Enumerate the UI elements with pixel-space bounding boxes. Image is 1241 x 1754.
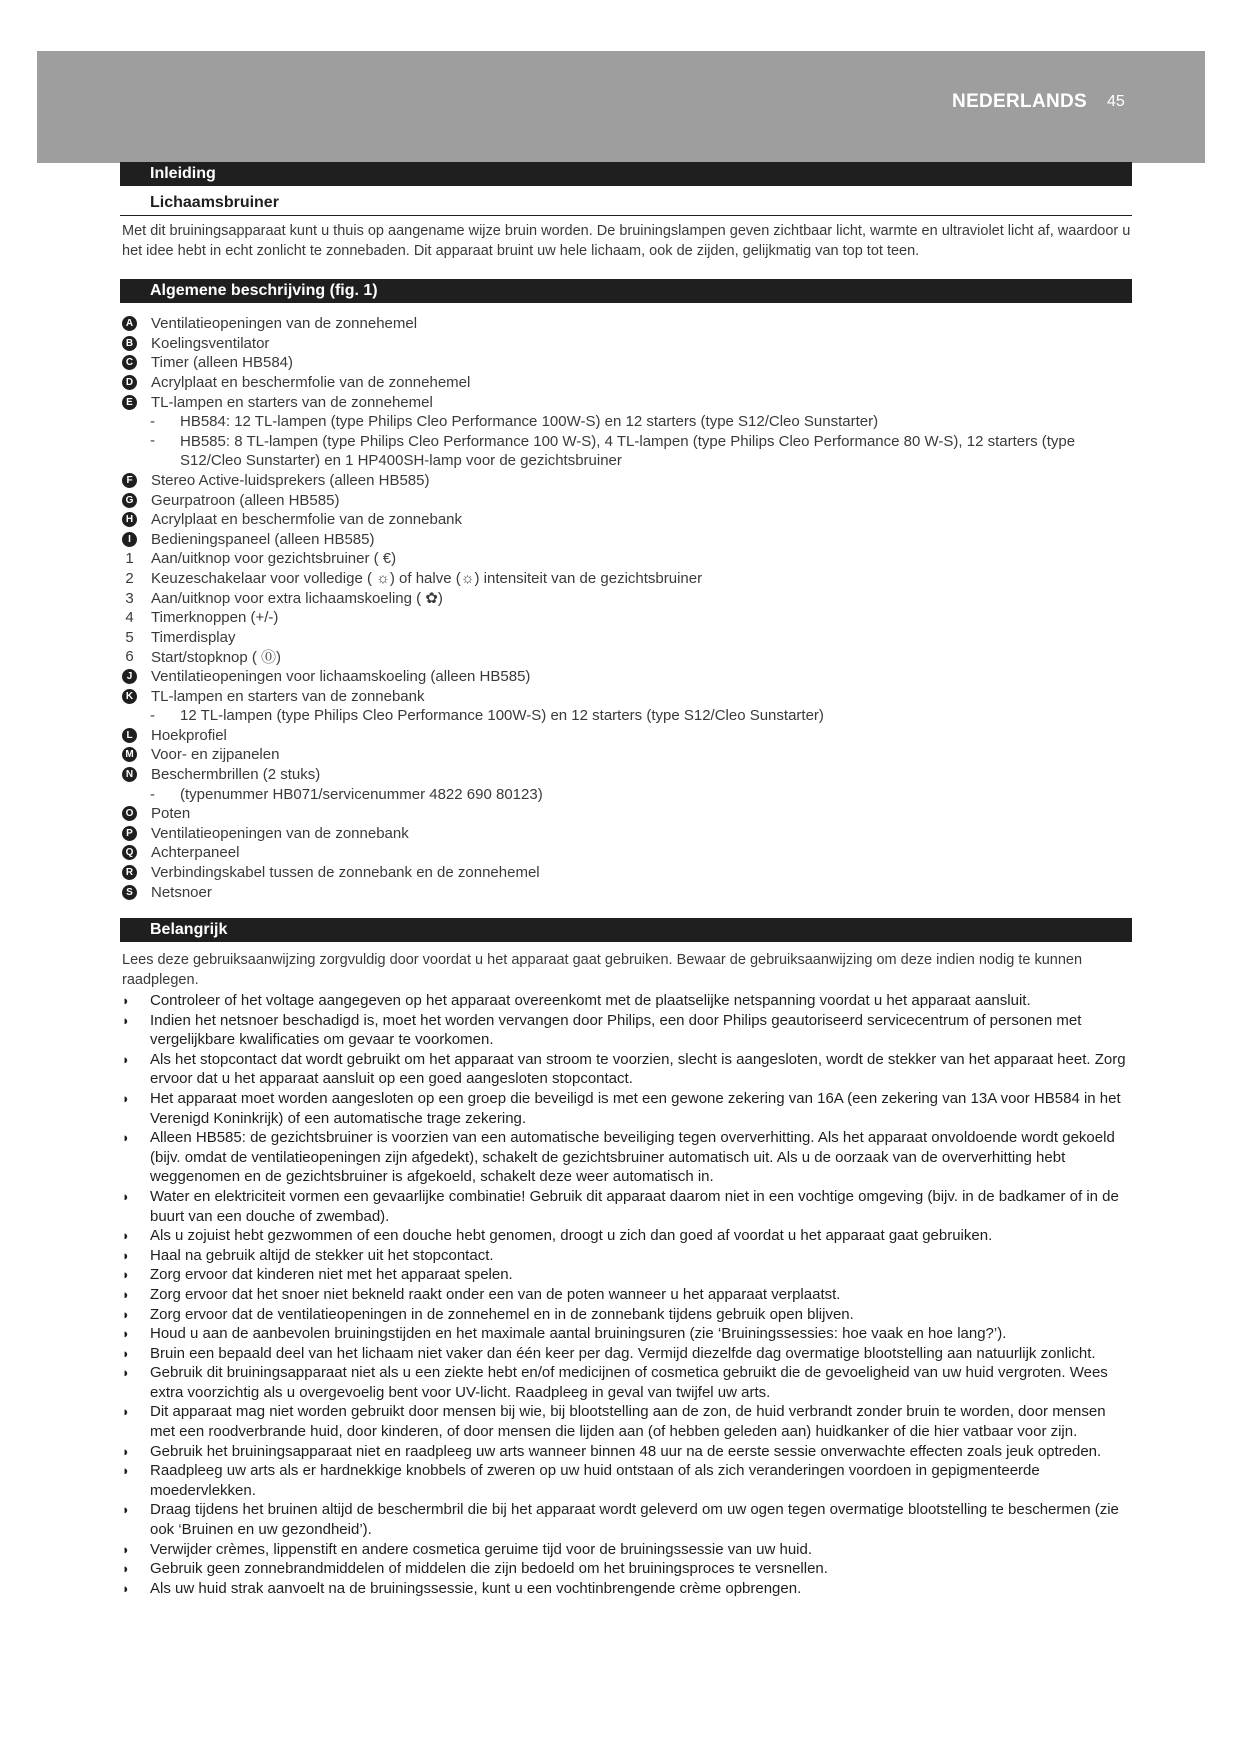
description-item-text: Netsnoer <box>151 883 212 901</box>
safety-bullet-text: Zorg ervoor dat kinderen niet met het apparaat spelen. <box>150 1266 513 1284</box>
description-item-text: (typenummer HB071/servicenummer 4822 690 80123) <box>180 785 543 803</box>
safety-bullet-text: Haal na gebruik altijd de stekker uit het stopcontact. <box>150 1246 494 1264</box>
description-item <box>122 647 1132 667</box>
description-item <box>122 334 1132 354</box>
description-item <box>122 569 1132 589</box>
bullet-marker-icon: ◗ <box>122 1306 130 1322</box>
description-item-text: Bedieningspaneel (alleen HB585) <box>151 530 375 548</box>
safety-bullet <box>122 1344 1132 1364</box>
dash-marker: - <box>150 707 155 725</box>
safety-bullet <box>122 1226 1132 1246</box>
letter-badge: F <box>122 473 137 488</box>
letter-badge: C <box>122 355 137 370</box>
safety-bullet-text: Gebruik het bruiningsapparaat niet en raadpleeg uw arts wanneer binnen 48 uur na de eerste sessie onverwachte effecten zoals jeuk optreden. <box>150 1442 1102 1460</box>
bullet-marker-icon: ◗ <box>122 1463 130 1479</box>
description-item <box>122 432 1132 471</box>
safety-bullet <box>122 1500 1132 1539</box>
description-item <box>122 353 1132 373</box>
description-item-text: HB584: 12 TL-lampen (type Philips Cleo Performance 100W-S) en 12 starters (type S12/Cleo Sunstarter) <box>180 413 879 431</box>
safety-bullet <box>122 1324 1132 1344</box>
bullet-marker-icon: ◗ <box>122 1267 130 1283</box>
dash-marker: - <box>150 413 155 431</box>
bullet-marker-icon: ◗ <box>122 1228 130 1244</box>
description-item-text: TL-lampen en starters van de zonnehemel <box>151 393 433 411</box>
description-item-text: Voor- en zijpanelen <box>151 746 280 764</box>
safety-bullet-text: Indien het netsnoer beschadigd is, moet het worden vervangen door Philips, een door Philips geautoriseerd servicecentrum of personen met vergelijkbare kwalificaties om gevaar te voorkomen. <box>150 1011 1082 1049</box>
description-item <box>122 490 1132 510</box>
description-item <box>122 588 1132 608</box>
description-item-text: Start/stopknop ( ⓪) <box>151 649 282 667</box>
bullet-marker-icon: ◗ <box>122 1012 130 1028</box>
description-item-text: Stereo Active-luidsprekers (alleen HB585) <box>151 472 430 490</box>
intro-paragraph: Met dit bruiningsapparaat kunt u thuis op aangename wijze bruin worden. De bruiningslampen geven zichtbaar licht, warmte en ultraviolet licht af, waardoor u het idee hebt in echt zonlicht te zonnebaden. Dit apparaat bruint uw hele lichaam, ook de zijden, gelijkmatig van top tot teen. <box>122 223 1131 259</box>
description-item-text: Geurpatroon (alleen HB585) <box>151 491 340 509</box>
safety-bullet <box>122 1559 1132 1579</box>
safety-bullet-text: Verwijder crèmes, lippenstift en andere cosmetica geruime tijd voor de bruiningssessie van uw huid. <box>150 1540 812 1558</box>
description-item <box>122 882 1132 902</box>
bullet-marker-icon: ◗ <box>122 1188 130 1204</box>
safety-bullet-text: Als u zojuist hebt gezwommen of een douche hebt genomen, droogt u zich dan goed af voordat u het apparaat gaat gebruiken. <box>150 1227 993 1245</box>
safety-bullet-text: Gebruik dit bruiningsapparaat niet als u een ziekte hebt en/of medicijnen of cosmetica gebruikt die de gevoeligheid van uw huid vergroten. Wees extra voorzichtig als u overgevoelig bent voor UV-licht. Raadpleeg in geval van twijfel uw arts. <box>150 1364 1108 1401</box>
letter-badge: G <box>122 493 137 508</box>
description-item-text: Koelingsventilator <box>151 334 270 352</box>
description-item-text: Beschermbrillen (2 stuks) <box>151 765 321 783</box>
safety-bullet <box>122 1285 1132 1305</box>
safety-bullet-text: Zorg ervoor dat de ventilatieopeningen in de zonnehemel en in de zonnebank tijdens gebruik open blijven. <box>150 1305 854 1323</box>
safety-bullet <box>122 1011 1132 1050</box>
safety-bullet-text: Gebruik geen zonnebrandmiddelen of middelen die zijn bedoeld om het bruiningsproces te versnellen. <box>150 1560 828 1578</box>
letter-badge: A <box>122 316 137 331</box>
letter-badge: B <box>122 336 137 351</box>
safety-bullet <box>122 1402 1132 1441</box>
description-item <box>122 784 1132 804</box>
safety-bullet <box>122 1246 1132 1266</box>
safety-bullet-text: Zorg ervoor dat het snoer niet bekneld raakt onder een van de poten wanneer u het apparaat verplaatst. <box>150 1285 841 1303</box>
description-item <box>122 706 1132 726</box>
safety-bullet <box>122 1187 1132 1226</box>
bullet-marker-icon: ◗ <box>122 1502 130 1518</box>
description-item-text: Keuzeschakelaar voor volledige ( ☼) of halve (☼) intensiteit van de gezichtsbruiner <box>151 570 703 588</box>
safety-bullet <box>122 1540 1132 1560</box>
description-item <box>122 725 1132 745</box>
safety-bullet-text: Raadpleeg uw arts als er hardnekkige knobbels of zweren op uw huid ontstaan of als zich veranderingen voordoen in gepigmenteerde moedervlekken. <box>150 1462 1040 1499</box>
letter-badge: D <box>122 375 137 390</box>
description-item <box>122 549 1132 569</box>
letter-badge: J <box>122 669 137 684</box>
subheading-lichaamsbruiner: Lichaamsbruiner <box>150 194 279 211</box>
safety-bullet <box>122 1579 1132 1599</box>
safety-bullet-text: Als uw huid strak aanvoelt na de bruiningssessie, kunt u een vochtinbrengende crème opbrengen. <box>150 1579 802 1597</box>
description-item-text: Achterpaneel <box>151 844 240 862</box>
safety-bullet-text: Alleen HB585: de gezichtsbruiner is voorzien van een automatische beveiliging tegen oververhitting. Als het apparaat onvoldoende wordt gekoeld (bijv. omdat de ventilatieopeningen zijn afgedekt), schakelt de gezichtsbruiner automatisch uit. Als u de oorzaak van de oververhitting hebt weggenomen en de gezichtsbruiner is afgekoeld, schakelt deze weer automatisch in. <box>150 1129 1115 1186</box>
description-item-text: Acrylplaat en beschermfolie van de zonnehemel <box>151 374 471 392</box>
description-item <box>122 314 1132 334</box>
bullet-marker-icon: ◗ <box>122 1345 130 1361</box>
description-item-text: Ventilatieopeningen voor lichaamskoeling (alleen HB585) <box>151 667 531 685</box>
safety-bullet-text: Bruin een bepaald deel van het lichaam niet vaker dan één keer per dag. Vermijd diezelfde dag overmatige blootstelling aan natuurlijk zonlicht. <box>150 1344 1096 1362</box>
number-marker: 4 <box>125 609 134 627</box>
safety-bullet <box>122 991 1132 1011</box>
dash-marker: - <box>150 431 155 449</box>
description-item <box>122 412 1132 432</box>
subheading-rule <box>120 215 1132 216</box>
bullet-marker-icon: ◗ <box>122 1090 130 1106</box>
description-item <box>122 471 1132 491</box>
letter-badge: O <box>122 806 137 821</box>
safety-bullet <box>122 1089 1132 1128</box>
bullet-marker-icon: ◗ <box>122 1541 130 1557</box>
safety-bullet <box>122 1265 1132 1285</box>
number-marker: 5 <box>125 628 134 646</box>
description-item <box>122 745 1132 765</box>
page-number: 45 <box>1107 93 1125 110</box>
safety-bullet-text: Als het stopcontact dat wordt gebruikt om het apparaat van stroom te voorzien, slecht is aangesloten, wordt de stekker van het apparaat heet. Zorg ervoor dat u het apparaat aansluit op een goed aangesloten stopcontact. <box>150 1050 1126 1088</box>
description-item-text: Aan/uitknop voor gezichtsbruiner ( €) <box>151 550 397 568</box>
bullet-marker-icon: ◗ <box>122 1286 130 1302</box>
safety-bullet <box>122 1305 1132 1325</box>
description-item <box>122 667 1132 687</box>
bullet-marker-icon: ◗ <box>122 1443 130 1459</box>
description-item-text: Aan/uitknop voor extra lichaamskoeling ( ✿) <box>151 590 443 608</box>
description-item-text: Ventilatieopeningen van de zonnehemel <box>151 315 418 333</box>
description-item-text: Verbindingskabel tussen de zonnebank en de zonnehemel <box>151 863 540 881</box>
bullet-marker-icon: ◗ <box>122 1580 130 1596</box>
number-marker: 1 <box>125 550 134 568</box>
description-item <box>122 510 1132 530</box>
belangrijk-intro: Lees deze gebruiksaanwijzing zorgvuldig door voordat u het apparaat gaat gebruiken. Bewaar de gebruiksaanwijzing om deze indien nodig te kunnen raadplegen. <box>122 952 1083 988</box>
safety-bullet <box>122 1461 1132 1500</box>
bullet-marker-icon: ◗ <box>122 1051 130 1067</box>
bullet-marker-icon: ◗ <box>122 993 130 1008</box>
safety-bullet <box>122 1442 1132 1462</box>
section-heading-inleiding: Inleiding <box>120 162 1132 186</box>
description-item <box>122 863 1132 883</box>
description-item-text: Hoekprofiel <box>151 726 227 744</box>
description-item <box>122 804 1132 824</box>
letter-badge: R <box>122 865 137 880</box>
section-heading-algemene-beschrijving: Algemene beschrijving (fig. 1) <box>120 279 1132 303</box>
description-item <box>122 392 1132 412</box>
letter-badge: K <box>122 689 137 704</box>
number-marker: 2 <box>125 570 134 588</box>
letter-badge: S <box>122 885 137 900</box>
description-item <box>122 765 1132 785</box>
letter-badge: E <box>122 395 137 410</box>
safety-bullet-text: Houd u aan de aanbevolen bruiningstijden en het maximale aantal bruiningsuren (zie ‘Bruiningssessies: hoe vaak en hoe lang?’). <box>150 1325 1007 1343</box>
letter-badge: Q <box>122 845 137 860</box>
section-heading-belangrijk: Belangrijk <box>120 918 1132 942</box>
number-marker: 6 <box>125 648 134 666</box>
description-item-text: HB585: 8 TL-lampen (type Philips Cleo Performance 100 W-S), 4 TL-lampen (type Philips Cleo Performance 80 W-S), 12 starters (type S12/Cleo Sunstarter) en 1 HP400SH-lamp voor de gezichtsbruiner <box>180 432 1076 470</box>
safety-bullet-text: Dit apparaat mag niet worden gebruikt door mensen bij wie, bij blootstelling aan de zon, de huid verbrandt zonder bruin te worden, door mensen met een roodverbrande huid, door kinderen, of door mensen die lijden aan (of hebben geleden aan) huidkanker of die hier vatbaar voor zijn. <box>150 1403 1106 1441</box>
safety-bullet-list <box>122 991 1132 1598</box>
description-item-text: Timerknoppen (+/-) <box>151 609 279 627</box>
safety-bullet-text: Controleer of het voltage aangegeven op het apparaat overeenkomt met de plaatselijke netspanning voordat u het apparaat aansluit. <box>150 992 1031 1009</box>
bullet-marker-icon: ◗ <box>122 1365 130 1381</box>
description-list <box>122 314 1132 902</box>
description-item <box>122 628 1132 648</box>
description-item-text: Timer (alleen HB584) <box>151 354 293 372</box>
bullet-marker-icon: ◗ <box>122 1326 130 1342</box>
safety-bullet <box>122 1363 1132 1402</box>
description-item-text: Ventilatieopeningen van de zonnebank <box>151 824 409 842</box>
description-item-text: Timerdisplay <box>151 628 236 646</box>
number-marker: 3 <box>125 589 134 607</box>
letter-badge: H <box>122 512 137 527</box>
description-item-text: Acrylplaat en beschermfolie van de zonnebank <box>151 511 463 529</box>
description-item <box>122 686 1132 706</box>
description-item <box>122 373 1132 393</box>
letter-badge: N <box>122 767 137 782</box>
safety-bullet <box>122 1050 1132 1089</box>
letter-badge: P <box>122 826 137 841</box>
bullet-marker-icon: ◗ <box>122 1561 130 1577</box>
description-item <box>122 843 1132 863</box>
description-item <box>122 823 1132 843</box>
description-item-text: 12 TL-lampen (type Philips Cleo Performance 100W-S) en 12 starters (type S12/Cleo Sunstarter) <box>180 707 824 725</box>
bullet-marker-icon: ◗ <box>122 1404 130 1420</box>
description-item-text: TL-lampen en starters van de zonnebank <box>151 687 425 705</box>
safety-bullet-text: Het apparaat moet worden aangesloten op een groep die beveiligd is met een gewone zekering van 16A (een zekering van 13A voor HB584 in het Verenigd Koninkrijk) of een automatische trage zekering. <box>150 1089 1121 1127</box>
description-item <box>122 608 1132 628</box>
safety-bullet <box>122 1128 1132 1187</box>
letter-badge: I <box>122 532 137 547</box>
safety-bullet-text: Draag tijdens het bruinen altijd de beschermbril die bij het apparaat wordt geleverd om uw ogen tegen overmatige blootstelling te beschermen (zie ook ‘Bruinen en uw gezondheid’). <box>150 1501 1119 1539</box>
bullet-marker-icon: ◗ <box>122 1130 130 1146</box>
safety-bullet-text: Water en elektriciteit vormen een gevaarlijke combinatie! Gebruik dit apparaat daarom niet in een vochtige omgeving (bijv. in de badkamer of in de buurt van een douche of zwembad). <box>150 1187 1119 1225</box>
letter-badge: L <box>122 728 137 743</box>
description-item-text: Poten <box>151 805 191 823</box>
dash-marker: - <box>150 785 155 803</box>
description-item <box>122 530 1132 550</box>
letter-badge: M <box>122 747 137 762</box>
header-language: NEDERLANDS <box>952 91 1087 112</box>
bullet-marker-icon: ◗ <box>122 1247 130 1263</box>
